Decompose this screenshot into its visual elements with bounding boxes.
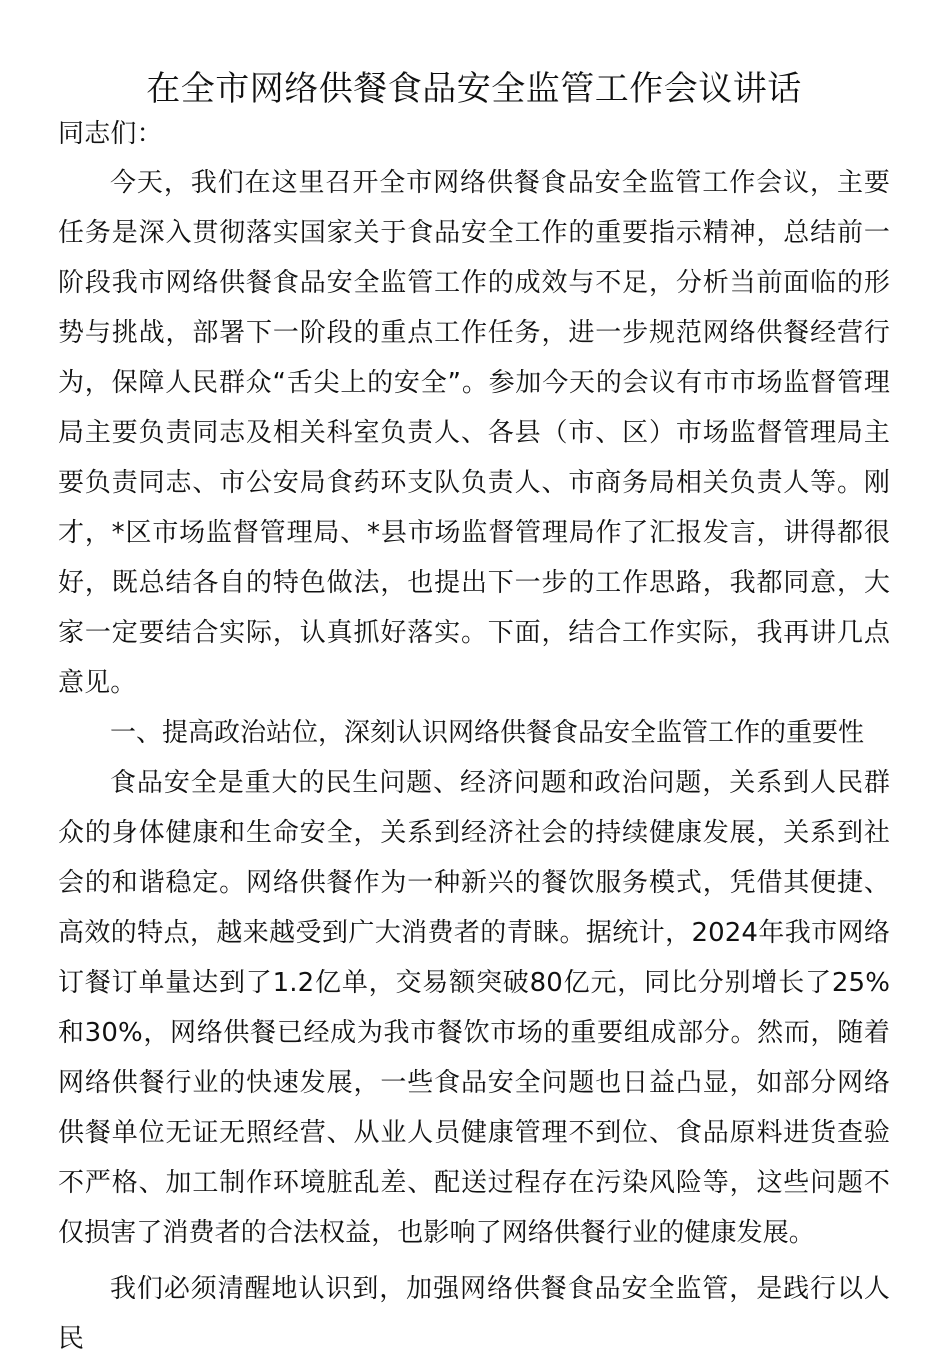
section-1-paragraph-1: 食品安全是重大的民生问题、经济问题和政治问题，关系到人民群众的身体健康和生命安全，关系到经济社会的持续健康发展，关系到社会的和谐稳定。网络供餐作为一种新兴的餐饮服务模式，凭借其便捷、高效的特点，越来越受到广大消费者的青睐。据统计，2024年我市网络订餐订单量达到了1.2亿单，交易额突破80亿元，同比分别增长了25%和30%，网络供餐已经成为我市餐饮市场的重要组成部分。然而，随着网络供餐行业的快速发展，一些食品安全问题也日益凸显，如部分网络供餐单位无证无照经营、从业人员健康管理不到位、食品原料进货查验不严格、加工制作环境脏乱差、配送过程存在污染风险等，这些问题不仅损害了消费者的合法权益，也影响了网络供餐行业的健康发展。 — [58, 768, 890, 1248]
opening-paragraph: 今天，我们在这里召开全市网络供餐食品安全监管工作会议，主要任务是深入贯彻落实国家关于食品安全工作的重要指示精神，总结前一阶段我市网络供餐食品安全监管工作的成效与不足，分析当前面临的形势与挑战，部署下一阶段的重点工作任务，进一步规范网络供餐经营行为，保障人民群众“舌尖上的安全”。参加今天的会议有市市场监督管理局主要负责同志及相关科室负责人、各县（市、区）市场监督管理局主要负责同志、市公安局食药环支队负责人、市商务局相关负责人等。刚才，*区市场监督管理局、*县市场监督管理局作了汇报发言，讲得都很好，既总结各自的特色做法，也提出下一步的工作思路，我都同意，大家一定要结合实际，认真抓好落实。下面，结合工作实际，我再讲几点意见。 — [58, 168, 890, 698]
document-title: 在全市网络供餐食品安全监管工作会议讲话 — [146, 69, 802, 109]
salutation: 同志们： — [58, 119, 163, 149]
section-heading-1: 一、提高政治站位，深刻认识网络供餐食品安全监管工作的重要性 — [110, 718, 865, 748]
section-1-paragraph-2: 我们必须清醒地认识到，加强网络供餐食品安全监管，是践行以人民 — [58, 1274, 890, 1354]
